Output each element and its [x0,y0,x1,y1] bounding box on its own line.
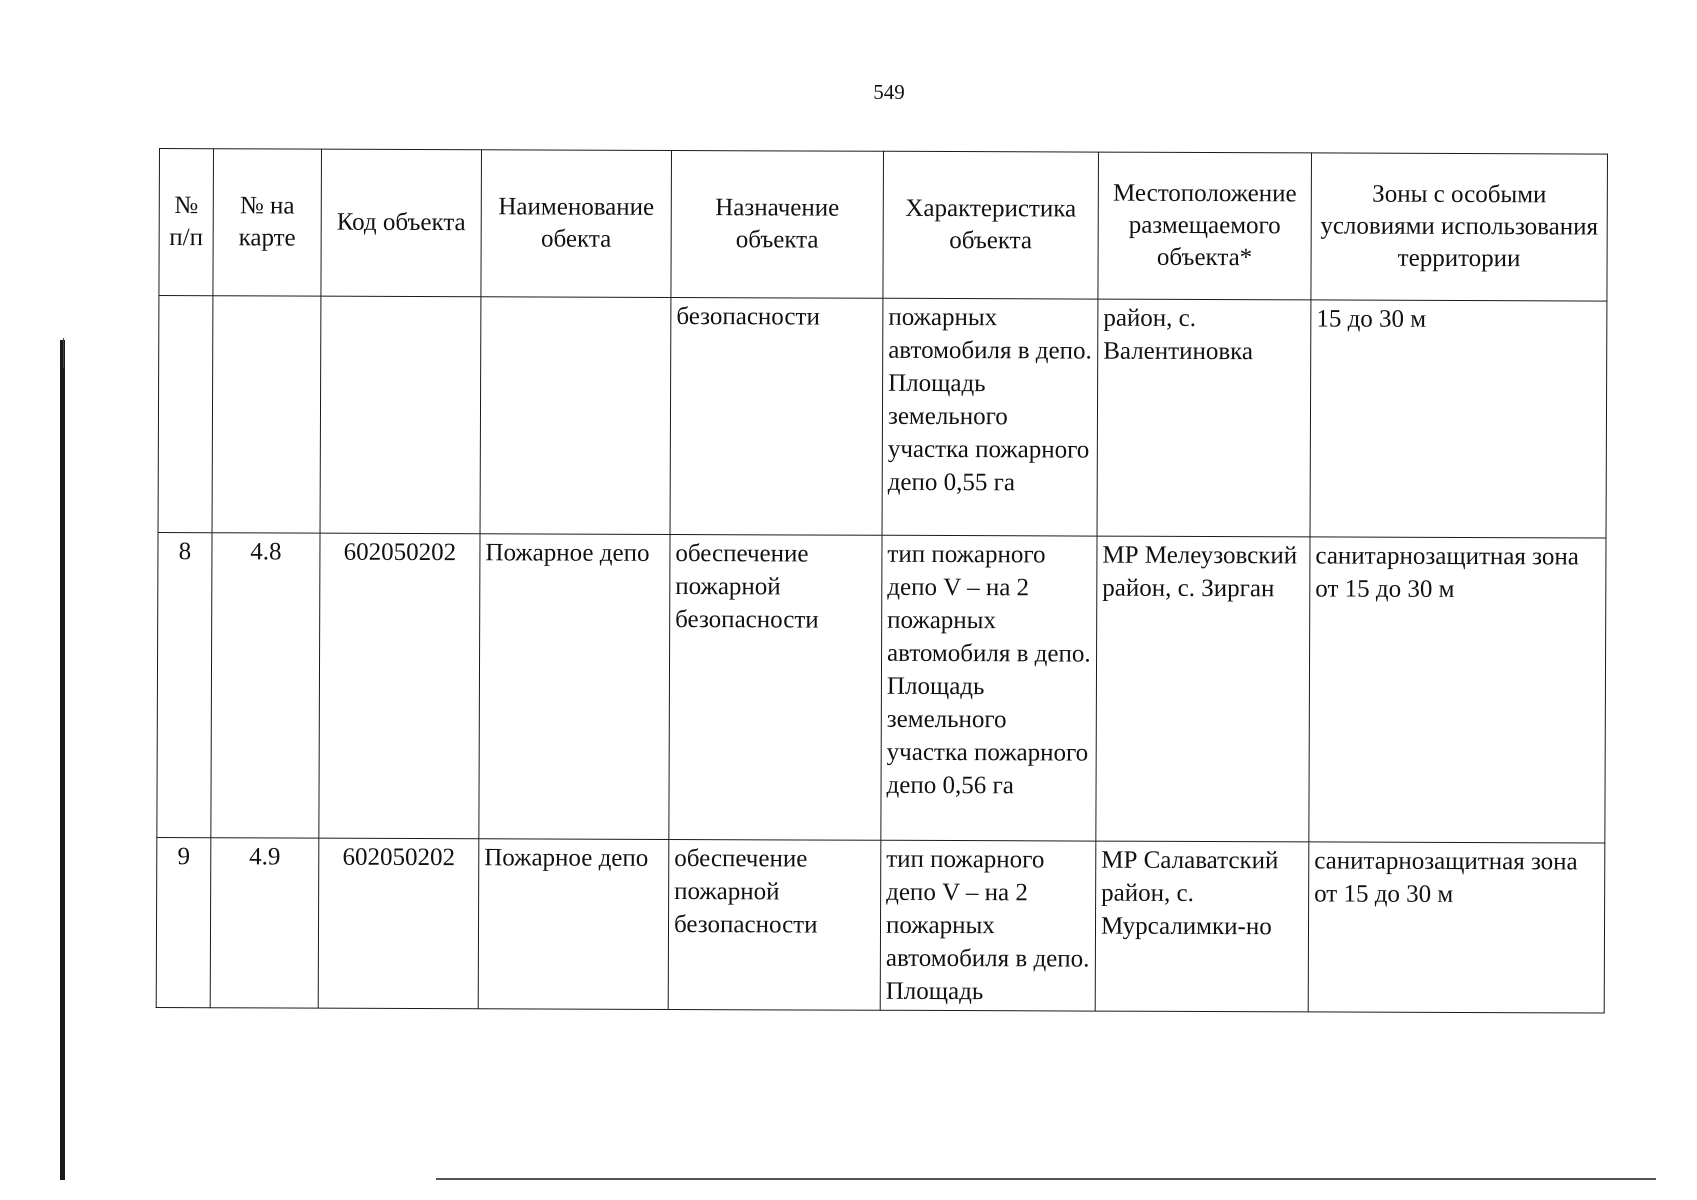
cell-characteristics: тип пожарного депо V – на 2 пожарных автомобиля в депо. Площадь земельного участка пожарного депо 0,56 га [881,535,1097,841]
cell-location: МР Мелеузовский район, с. Зирган [1096,536,1310,842]
cell-map-num [212,296,321,533]
cell-map-num: 4.8 [211,533,320,838]
cell-location: район, с. Валентиновка [1097,299,1311,537]
objects-table [156,148,1608,1014]
cell-map-num: 4.9 [210,838,319,1008]
cell-code: 602050202 [318,838,479,1009]
cell-code [320,296,481,534]
cell-characteristics: тип пожарного депо V – на 2 пожарных автомобиля в депо. Площадь [880,840,1096,1011]
cell-num: 9 [156,837,211,1007]
page-number: 549 [873,80,905,104]
cell-zones: санитарнозащитная зона от 15 до 30 м [1309,537,1606,843]
header-code: Код объекта [321,149,482,297]
cell-num [158,296,213,533]
header-characteristics: Характеристика объекта [883,151,1099,299]
header-location: Местоположение размещаемого объекта* [1098,152,1312,300]
table-row [157,532,1606,843]
scan-edge-left [60,340,65,1180]
cell-zones: санитарнозащитная зона от 15 до 30 м [1308,842,1605,1013]
cell-name: Пожарное депо [479,534,670,840]
table-header-row [159,149,1608,302]
header-zones: Зоны с особыми условиями использования территории [1311,153,1608,301]
cell-characteristics: пожарных автомобиля в депо. Площадь земельного участка пожарного депо 0,55 га [882,298,1098,536]
table-row [158,296,1607,539]
cell-code: 602050202 [319,533,480,839]
cell-purpose: обеспечение пожарной безопасности [669,534,882,840]
scan-edge-mark [63,338,64,368]
cell-location: МР Салаватский район, с. Мурсалимки-но [1095,841,1309,1012]
header-num: № п/п [159,149,214,296]
header-purpose: Назначение объекта [671,150,884,298]
cell-purpose: обеспечение пожарной безопасности [668,839,881,1010]
cell-name: Пожарное депо [478,839,669,1010]
cell-purpose: безопасности [670,297,883,535]
table-row [156,837,1605,1013]
cell-name [480,297,671,535]
header-map-num: № на карте [213,149,322,296]
scan-edge-bottom [436,1178,1656,1180]
cell-num: 8 [157,532,212,837]
header-name: Наименование обекта [481,150,672,298]
cell-zones: 15 до 30 м [1310,300,1607,538]
